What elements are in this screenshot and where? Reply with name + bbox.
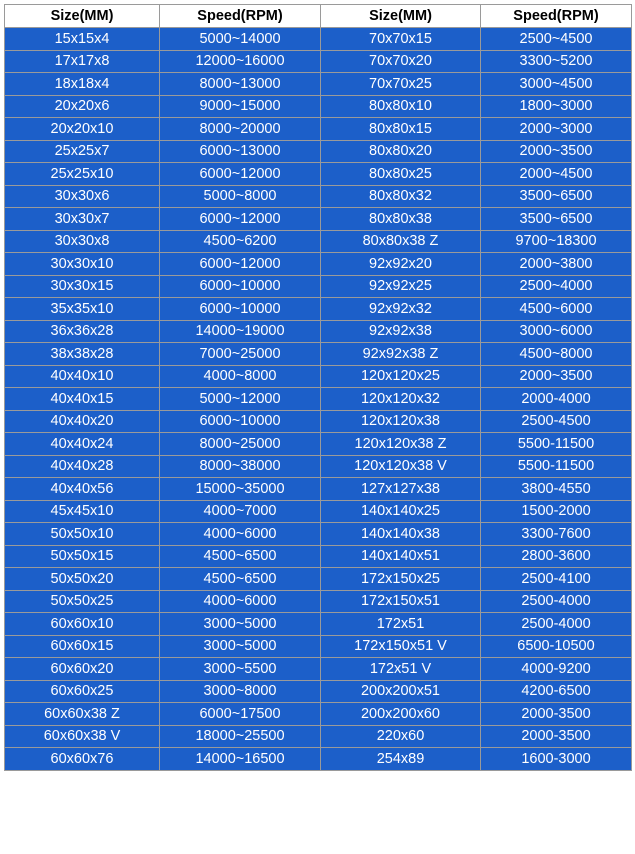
- table-row: [5, 478, 632, 501]
- size-right-cell: 140x140x25: [321, 500, 481, 523]
- speed-left-cell: 3000~5000: [160, 635, 321, 658]
- size-right-cell: 220x60: [321, 725, 481, 748]
- size-right-cell: 120x120x25: [321, 365, 481, 388]
- table-row: [5, 95, 632, 118]
- size-left-cell: 40x40x15: [5, 388, 160, 411]
- speed-left-cell: 5000~14000: [160, 28, 321, 51]
- header-size-right: Size(MM): [321, 5, 481, 28]
- table-row: [5, 118, 632, 141]
- size-left-cell: 50x50x20: [5, 568, 160, 591]
- speed-right-cell: 2500~4000: [481, 275, 632, 298]
- speed-left-cell: 8000~13000: [160, 73, 321, 96]
- table-row: [5, 703, 632, 726]
- fan-speed-table: [4, 4, 632, 771]
- speed-left-cell: 12000~16000: [160, 50, 321, 73]
- speed-right-cell: 5500-11500: [481, 455, 632, 478]
- speed-right-cell: 4500~6000: [481, 298, 632, 321]
- size-left-cell: 30x30x6: [5, 185, 160, 208]
- size-right-cell: 70x70x25: [321, 73, 481, 96]
- speed-right-cell: 2000-4000: [481, 388, 632, 411]
- size-right-cell: 172x51: [321, 613, 481, 636]
- size-right-cell: 120x120x38: [321, 410, 481, 433]
- table-row: [5, 388, 632, 411]
- size-left-cell: 30x30x7: [5, 208, 160, 231]
- size-left-cell: 40x40x28: [5, 455, 160, 478]
- speed-right-cell: 1600-3000: [481, 748, 632, 771]
- table-row: [5, 680, 632, 703]
- speed-left-cell: 4500~6200: [160, 230, 321, 253]
- size-right-cell: 80x80x32: [321, 185, 481, 208]
- header-size-left: Size(MM): [5, 5, 160, 28]
- size-left-cell: 60x60x20: [5, 658, 160, 681]
- speed-right-cell: 2500-4100: [481, 568, 632, 591]
- table-row: [5, 298, 632, 321]
- size-left-cell: 40x40x56: [5, 478, 160, 501]
- speed-left-cell: 6000~10000: [160, 298, 321, 321]
- speed-left-cell: 6000~12000: [160, 208, 321, 231]
- size-right-cell: 120x120x38 Z: [321, 433, 481, 456]
- size-right-cell: 80x80x20: [321, 140, 481, 163]
- speed-left-cell: 7000~25000: [160, 343, 321, 366]
- size-left-cell: 25x25x7: [5, 140, 160, 163]
- size-left-cell: 18x18x4: [5, 73, 160, 96]
- size-right-cell: 80x80x15: [321, 118, 481, 141]
- table-row: [5, 185, 632, 208]
- size-left-cell: 20x20x6: [5, 95, 160, 118]
- speed-right-cell: 1500-2000: [481, 500, 632, 523]
- size-right-cell: 172x150x51: [321, 590, 481, 613]
- size-right-cell: 120x120x38 V: [321, 455, 481, 478]
- speed-right-cell: 3300-7600: [481, 523, 632, 546]
- size-right-cell: 92x92x25: [321, 275, 481, 298]
- speed-left-cell: 3000~8000: [160, 680, 321, 703]
- size-right-cell: 200x200x51: [321, 680, 481, 703]
- speed-right-cell: 2000~3500: [481, 140, 632, 163]
- table-row: [5, 140, 632, 163]
- speed-right-cell: 2500-4000: [481, 613, 632, 636]
- speed-right-cell: 4000-9200: [481, 658, 632, 681]
- size-right-cell: 172x51 V: [321, 658, 481, 681]
- speed-right-cell: 2800-3600: [481, 545, 632, 568]
- table-row: [5, 748, 632, 771]
- table-row: [5, 253, 632, 276]
- size-left-cell: 30x30x8: [5, 230, 160, 253]
- table-row: [5, 590, 632, 613]
- speed-right-cell: 3500~6500: [481, 185, 632, 208]
- table-row: [5, 455, 632, 478]
- table-row: [5, 433, 632, 456]
- speed-left-cell: 6000~17500: [160, 703, 321, 726]
- size-left-cell: 50x50x15: [5, 545, 160, 568]
- speed-left-cell: 5000~8000: [160, 185, 321, 208]
- size-left-cell: 38x38x28: [5, 343, 160, 366]
- speed-left-cell: 9000~15000: [160, 95, 321, 118]
- size-right-cell: 92x92x32: [321, 298, 481, 321]
- size-right-cell: 70x70x15: [321, 28, 481, 51]
- size-left-cell: 60x60x38 V: [5, 725, 160, 748]
- table-row: [5, 658, 632, 681]
- size-left-cell: 20x20x10: [5, 118, 160, 141]
- speed-left-cell: 14000~19000: [160, 320, 321, 343]
- size-right-cell: 172x150x25: [321, 568, 481, 591]
- speed-left-cell: 4000~7000: [160, 500, 321, 523]
- size-left-cell: 60x60x76: [5, 748, 160, 771]
- header-row: [5, 5, 632, 28]
- speed-right-cell: 2000-3500: [481, 703, 632, 726]
- size-left-cell: 17x17x8: [5, 50, 160, 73]
- speed-left-cell: 4000~6000: [160, 590, 321, 613]
- speed-right-cell: 2000~4500: [481, 163, 632, 186]
- size-right-cell: 172x150x51 V: [321, 635, 481, 658]
- speed-left-cell: 8000~38000: [160, 455, 321, 478]
- speed-left-cell: 18000~25500: [160, 725, 321, 748]
- table-row: [5, 613, 632, 636]
- size-left-cell: 40x40x20: [5, 410, 160, 433]
- table-row: [5, 523, 632, 546]
- table-row: [5, 568, 632, 591]
- speed-left-cell: 3000~5500: [160, 658, 321, 681]
- size-right-cell: 92x92x20: [321, 253, 481, 276]
- table-row: [5, 410, 632, 433]
- size-left-cell: 35x35x10: [5, 298, 160, 321]
- speed-left-cell: 6000~12000: [160, 163, 321, 186]
- speed-left-cell: 6000~10000: [160, 410, 321, 433]
- table-row: [5, 208, 632, 231]
- size-right-cell: 127x127x38: [321, 478, 481, 501]
- speed-left-cell: 4000~8000: [160, 365, 321, 388]
- speed-right-cell: 5500-11500: [481, 433, 632, 456]
- size-right-cell: 80x80x38 Z: [321, 230, 481, 253]
- table-row: [5, 230, 632, 253]
- size-right-cell: 92x92x38: [321, 320, 481, 343]
- table-row: [5, 28, 632, 51]
- table-header: [5, 5, 632, 28]
- table-row: [5, 635, 632, 658]
- speed-right-cell: 2500~4500: [481, 28, 632, 51]
- size-right-cell: 200x200x60: [321, 703, 481, 726]
- speed-right-cell: 4500~8000: [481, 343, 632, 366]
- size-left-cell: 45x45x10: [5, 500, 160, 523]
- size-left-cell: 36x36x28: [5, 320, 160, 343]
- speed-left-cell: 14000~16500: [160, 748, 321, 771]
- size-left-cell: 25x25x10: [5, 163, 160, 186]
- speed-right-cell: 2000-3500: [481, 725, 632, 748]
- size-right-cell: 80x80x38: [321, 208, 481, 231]
- speed-right-cell: 2000~3000: [481, 118, 632, 141]
- size-left-cell: 60x60x25: [5, 680, 160, 703]
- speed-left-cell: 4500~6500: [160, 568, 321, 591]
- speed-right-cell: 2500-4500: [481, 410, 632, 433]
- speed-right-cell: 2000~3800: [481, 253, 632, 276]
- table-row: [5, 73, 632, 96]
- speed-right-cell: 3500~6500: [481, 208, 632, 231]
- speed-right-cell: 4200-6500: [481, 680, 632, 703]
- size-left-cell: 50x50x25: [5, 590, 160, 613]
- size-left-cell: 60x60x38 Z: [5, 703, 160, 726]
- table-row: [5, 163, 632, 186]
- speed-left-cell: 6000~12000: [160, 253, 321, 276]
- size-left-cell: 15x15x4: [5, 28, 160, 51]
- speed-right-cell: 3800-4550: [481, 478, 632, 501]
- size-right-cell: 254x89: [321, 748, 481, 771]
- speed-right-cell: 3300~5200: [481, 50, 632, 73]
- size-left-cell: 30x30x10: [5, 253, 160, 276]
- size-right-cell: 80x80x25: [321, 163, 481, 186]
- size-left-cell: 40x40x10: [5, 365, 160, 388]
- table-row: [5, 545, 632, 568]
- size-left-cell: 40x40x24: [5, 433, 160, 456]
- speed-right-cell: 9700~18300: [481, 230, 632, 253]
- speed-left-cell: 4000~6000: [160, 523, 321, 546]
- speed-left-cell: 6000~10000: [160, 275, 321, 298]
- speed-right-cell: 6500-10500: [481, 635, 632, 658]
- size-right-cell: 120x120x32: [321, 388, 481, 411]
- header-speed-left: Speed(RPM): [160, 5, 321, 28]
- speed-left-cell: 4500~6500: [160, 545, 321, 568]
- header-speed-right: Speed(RPM): [481, 5, 632, 28]
- size-left-cell: 60x60x15: [5, 635, 160, 658]
- speed-right-cell: 2500-4000: [481, 590, 632, 613]
- size-right-cell: 70x70x20: [321, 50, 481, 73]
- table-row: [5, 725, 632, 748]
- speed-right-cell: 2000~3500: [481, 365, 632, 388]
- size-right-cell: 140x140x38: [321, 523, 481, 546]
- size-right-cell: 80x80x10: [321, 95, 481, 118]
- speed-left-cell: 15000~35000: [160, 478, 321, 501]
- speed-right-cell: 1800~3000: [481, 95, 632, 118]
- speed-right-cell: 3000~4500: [481, 73, 632, 96]
- table-row: [5, 500, 632, 523]
- speed-right-cell: 3000~6000: [481, 320, 632, 343]
- table-row: [5, 365, 632, 388]
- table-row: [5, 343, 632, 366]
- table-body: [5, 28, 632, 771]
- speed-left-cell: 5000~12000: [160, 388, 321, 411]
- speed-left-cell: 8000~25000: [160, 433, 321, 456]
- speed-left-cell: 6000~13000: [160, 140, 321, 163]
- table-row: [5, 320, 632, 343]
- table-row: [5, 50, 632, 73]
- size-left-cell: 60x60x10: [5, 613, 160, 636]
- size-left-cell: 50x50x10: [5, 523, 160, 546]
- size-right-cell: 92x92x38 Z: [321, 343, 481, 366]
- speed-left-cell: 8000~20000: [160, 118, 321, 141]
- size-left-cell: 30x30x15: [5, 275, 160, 298]
- table-row: [5, 275, 632, 298]
- speed-left-cell: 3000~5000: [160, 613, 321, 636]
- size-right-cell: 140x140x51: [321, 545, 481, 568]
